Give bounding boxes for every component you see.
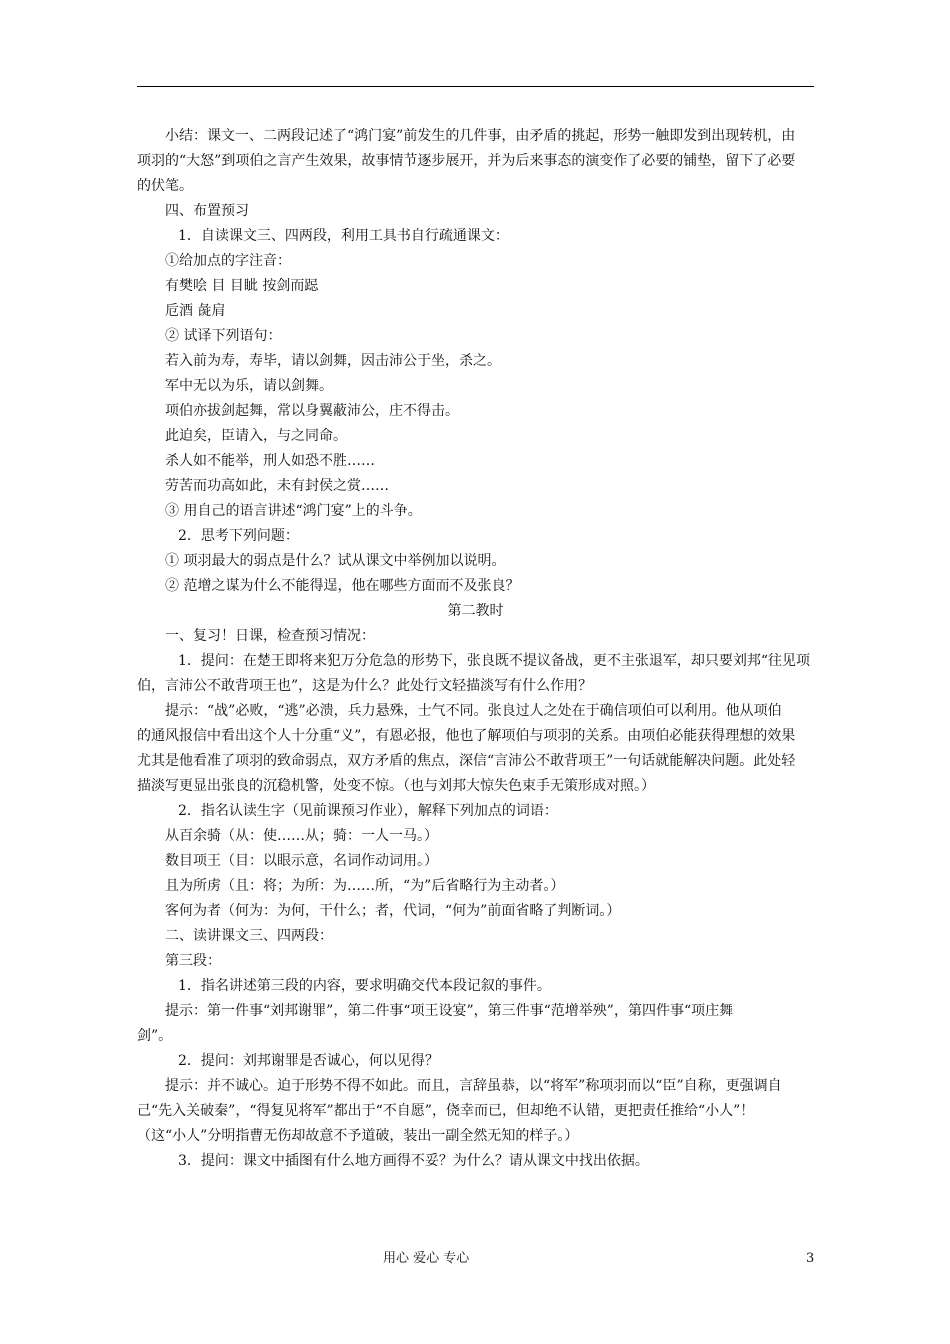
text-line: 的伏笔。: [137, 178, 193, 194]
header-rule: [137, 86, 814, 87]
text-line: 此迫矣，臣请入，与之同命。: [165, 428, 347, 444]
text-line: ② 范增之谋为什么不能得逞，他在哪些方面而不及张良？: [165, 578, 520, 594]
text-line: 四、布置预习: [165, 203, 249, 219]
text-line: 伯，言沛公不敢背项王也”，这是为什么？此处行文轻描淡写有什么作用？: [137, 678, 593, 694]
text-line: 剑”。: [137, 1028, 173, 1044]
text-line: 2．指名认读生字（见前课预习作业），解释下列加点的词语：: [178, 803, 558, 819]
text-line: 2．提问：刘邦谢罪是否诚心，何以见得？: [178, 1053, 439, 1069]
text-line: 项羽的“大怒”到项伯之言产生效果，故事情节逐步展开，并为后来事态的演变作了必要的铺垫，留下了必要: [137, 153, 796, 169]
document-body: [137, 124, 814, 1174]
text-line: 1．指名讲述第三段的内容，要求明确交代本段记叙的事件。: [178, 978, 551, 994]
page-footer: [0, 1249, 950, 1269]
text-line: 卮酒 彘肩: [165, 303, 226, 319]
text-line: 一、复习！日课，检查预习情况：: [165, 628, 375, 644]
text-line: 军中无以为乐，请以剑舞。: [165, 378, 333, 394]
text-line: ①给加点的字注音：: [165, 253, 291, 269]
text-line: 有樊哙 目 目眦 按剑而跽: [165, 278, 319, 294]
page-number: 3: [806, 1251, 815, 1266]
text-line: 二、读讲课文三、四两段：: [165, 928, 333, 944]
text-line: 数目项王（目：以眼示意，名词作动词用。）: [165, 853, 438, 869]
text-line: 第三段：: [165, 953, 221, 969]
text-line: 客何为者（何为：为何，干什么；者，代词，“何为”前面省略了判断词。）: [165, 903, 621, 919]
text-line: 若入前为寿，寿毕，请以剑舞，因击沛公于坐，杀之。: [165, 353, 501, 369]
text-line: 杀人如不能举，刑人如恐不胜……: [165, 453, 375, 469]
text-line: 提示：“战”必败，“逃”必溃，兵力悬殊，士气不同。张良过人之处在于确信项伯可以利用。他从项伯: [165, 703, 782, 719]
section-heading: 第二教时: [447, 603, 504, 619]
text-line: 提示：并不诚心。迫于形势不得不如此。而且，言辞虽恭，以“将军”称项羽而以“臣”自称，更强调自: [165, 1078, 782, 1094]
text-line: ② 试译下列语句：: [165, 328, 282, 344]
text-line: 提示：第一件事“刘邦谢罪”，第二件事“项王设宴”，第三件事“范增举殃”，第四件事“项庄舞: [165, 1003, 734, 1019]
text-line: 且为所虏（且：将；为所：为……所，“为”后省略行为主动者。）: [165, 878, 565, 894]
text-line: ① 项羽最大的弱点是什么？试从课文中举例加以说明。: [165, 553, 506, 569]
text-line: 小结：课文一、二两段记述了“鸿门宴”前发生的几件事，由矛盾的挑起，形势一触即发到出现转机，由: [165, 128, 796, 144]
text-line: （这“小人”分明指曹无伤却故意不予道破，装出一副全然无知的样子。）: [137, 1128, 579, 1144]
text-line: ③ 用自己的语言讲述“鸿门宴”上的斗争。: [165, 503, 422, 519]
text-line: 项伯亦拔剑起舞，常以身翼蔽沛公，庄不得击。: [165, 403, 459, 419]
text-line: 2．思考下列问题：: [178, 528, 299, 544]
text-line: 的通风报信中看出这个人十分重“义”，有恩必报，他也了解项伯与项羽的关系。由项伯必能获得理想的效果: [137, 728, 796, 744]
text-line: 3．提问：课文中插图有什么地方画得不妥？为什么？请从课文中找出依据。: [178, 1153, 649, 1169]
text-line: 从百余骑（从：使……从；骑：一人一马。）: [165, 828, 438, 844]
text-line: 己“先入关破秦”，“得复见将军”都出于“不自愿”，侥幸而已，但却绝不认错，更把责任推给“小人”！: [137, 1103, 755, 1119]
text-line: 1．自读课文三、四两段，利用工具书自行疏通课文：: [178, 228, 509, 244]
text-line: 1．提问：在楚王即将来犯万分危急的形势下，张良既不提议备战，更不主张退军，却只要刘邦“往见项: [178, 653, 811, 669]
text-line: 尤其是他看准了项羽的致命弱点，双方矛盾的焦点，深信“言沛公不敢背项王”一句话就能解决问题。此处轻: [137, 753, 796, 769]
text-line: 描淡写更显出张良的沉稳机警，处变不惊。（也与刘邦大惊失色束手无策形成对照。）: [137, 778, 655, 794]
text-line: 劳苦而功高如此，未有封侯之赏……: [165, 478, 389, 494]
footer-motto: 用心 爱心 专心: [383, 1251, 470, 1266]
